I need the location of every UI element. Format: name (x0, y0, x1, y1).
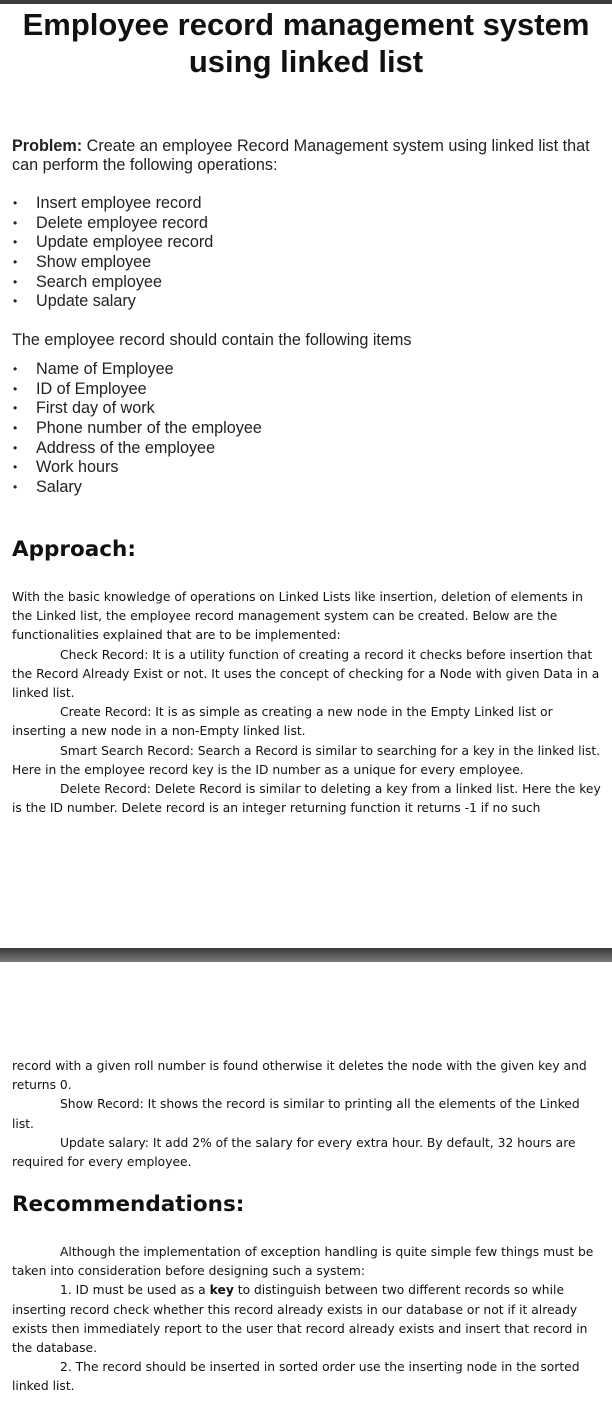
recommendations-body (12, 1243, 604, 1397)
document-title-line-1: Employee record management system (22, 7, 590, 42)
approach-body-continued (12, 1057, 604, 1172)
approach-heading: Approach: (12, 537, 136, 562)
list-item: • Search employee (12, 273, 213, 293)
approach-body (12, 588, 604, 818)
list-item: • Work hours (12, 458, 262, 478)
document-page-2 (0, 962, 612, 1416)
delete-record-text: Delete Record: Delete Record is similar to deleting a key from a linked list. Here the key is the ID number. Delete record is an integer returning function it returns -1 if no such (12, 782, 601, 816)
page-break (0, 948, 612, 962)
recommendation-1-text-end: to distinguish between two different records so while inserting record check whether this record already exists in our database or not if it already exists then immediately report to the user that record already exists and insert that record in the database. (12, 1283, 588, 1356)
delete-record-continued: record with a given roll number is found otherwise it deletes the node with the given key and returns 0. (12, 1059, 587, 1093)
check-record-text: Check Record: It is a utility function of creating a record it checks before insertion that the Record Already Exist or not. It uses the concept of checking for a Node with given Data in a linked list. (12, 647, 600, 701)
list-item: • Salary (12, 478, 262, 498)
search-record-text: Smart Search Record: Search a Record is similar to searching for a key in the linked list. Here in the employee record key is the ID number as a unique for every employee. (12, 743, 601, 777)
list-item: • Address of the employee (12, 439, 262, 459)
list-item: • ID of Employee (12, 380, 262, 400)
update-salary-text: Update salary: It add 2% of the salary for every extra hour. By default, 32 hours are required for every employee. (12, 1135, 576, 1170)
list-item: • Show employee (12, 253, 213, 273)
list-item: • Delete employee record (12, 214, 213, 234)
problem-text: Create an employee Record Management system using linked list that can perform the following operations: (12, 137, 590, 174)
list-item: • Update employee record (12, 233, 213, 253)
record-items-list (12, 360, 262, 498)
list-item: • Name of Employee (12, 360, 262, 380)
recommendation-1-keyword: key (209, 1283, 234, 1298)
recommendations-heading: Recommendations: (12, 1192, 245, 1217)
recommendation-item-1 (12, 1281, 604, 1358)
problem-statement (12, 137, 604, 175)
list-item: • Insert employee record (12, 194, 213, 214)
document-title-line-2: using linked list (188, 44, 424, 79)
list-item: • Update salary (12, 292, 213, 312)
recommendations-intro: Although the implementation of exception handling is quite simple few things must be taken into consideration before designing such a system: (12, 1245, 594, 1279)
recommendation-1-text-start: 1. ID must be used as a (60, 1283, 210, 1298)
record-items-intro: The employee record should contain the following items (12, 331, 412, 349)
problem-label: Problem: (12, 137, 83, 155)
list-item: • Phone number of the employee (12, 419, 262, 439)
show-record-text: Show Record: It shows the record is similar to printing all the elements of the Linked list. (12, 1097, 580, 1131)
approach-intro: With the basic knowledge of operations on Linked Lists like insertion, deletion of elements in the Linked list, the employee record management system can be created. Below are the functionalities explained that are to be implemented: (12, 590, 583, 643)
list-item: • First day of work (12, 399, 262, 419)
create-record-text: Create Record: It is as simple as creating a new node in the Empty Linked list or inserting a new node in a non-Empty linked list. (12, 705, 553, 739)
document-page-1 (0, 4, 612, 948)
operations-list (12, 194, 213, 312)
recommendation-item-2: 2. The record should be inserted in sorted order use the inserting node in the sorted linked list. (12, 1360, 580, 1394)
